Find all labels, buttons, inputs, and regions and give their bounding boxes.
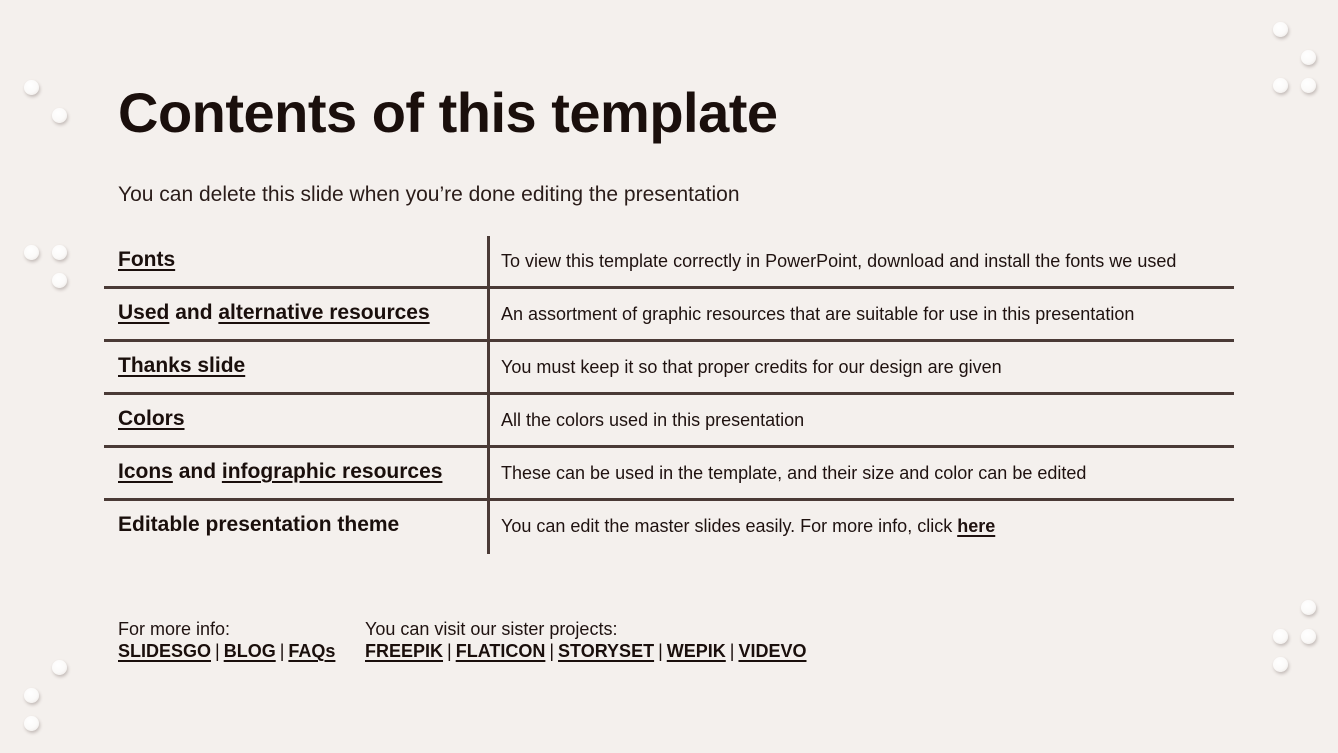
storyset-link[interactable]: STORYSET — [558, 641, 655, 661]
link-separator: | — [729, 641, 735, 661]
sister-projects-links — [365, 641, 807, 662]
contents-table — [104, 236, 1234, 554]
link-separator: | — [447, 641, 452, 661]
decorative-dot — [1301, 78, 1316, 93]
row-label — [118, 460, 442, 484]
slidesgo-link[interactable]: SLIDESGO — [118, 641, 212, 661]
decorative-dot — [52, 108, 67, 123]
link-separator: | — [549, 641, 555, 661]
decorative-dot — [1301, 629, 1316, 644]
decorative-dot — [1273, 78, 1288, 93]
table-row — [104, 342, 1234, 395]
row-description: These can be used in the template, and their size and color can be edited — [501, 463, 1087, 483]
row-description: All the colors used in this presentation — [501, 410, 805, 430]
more-info-links — [118, 641, 335, 662]
infographic-resources-link[interactable]: infographic resources — [221, 460, 443, 483]
thanks-slide-link[interactable]: Thanks slide — [118, 354, 246, 377]
flaticon-link[interactable]: FLATICON — [455, 641, 546, 661]
fonts-link[interactable]: Fonts — [118, 248, 176, 271]
row-label — [118, 354, 245, 378]
row-description: To view this template correctly in PowerPoint, download and install the fonts we used — [501, 251, 1177, 271]
row-description — [501, 516, 995, 537]
freepik-link[interactable]: FREEPIK — [365, 641, 444, 661]
decorative-dot — [1273, 657, 1288, 672]
slide-title: Contents of this template — [118, 81, 778, 144]
decorative-dot — [1273, 22, 1288, 37]
used-resources-link[interactable]: Used — [118, 301, 170, 324]
decorative-dot — [1273, 629, 1288, 644]
table-row — [104, 448, 1234, 501]
table-row — [104, 395, 1234, 448]
colors-link[interactable]: Colors — [118, 407, 185, 430]
decorative-dot — [1301, 50, 1316, 65]
decorative-dot — [24, 80, 39, 95]
link-separator: | — [279, 641, 285, 661]
row-label-connector: and — [172, 460, 222, 483]
row-description: You must keep it so that proper credits for our design are given — [501, 357, 1002, 377]
row-label — [118, 248, 175, 272]
faqs-link[interactable]: FAQs — [288, 641, 336, 661]
more-info-label: For more info: — [118, 619, 231, 639]
decorative-dot — [24, 716, 39, 731]
wepik-link[interactable]: WEPIK — [666, 641, 726, 661]
alternative-resources-link[interactable]: alternative resources — [218, 301, 430, 324]
table-row — [104, 289, 1234, 342]
row-label: Editable presentation theme — [118, 513, 400, 536]
table-row — [104, 236, 1234, 289]
row-label-connector: and — [169, 301, 219, 324]
row-description: An assortment of graphic resources that are suitable for use in this presentation — [501, 304, 1135, 324]
link-separator: | — [215, 641, 220, 661]
row-label — [118, 301, 430, 325]
decorative-dot — [52, 660, 67, 675]
row-description-text: You can edit the master slides easily. For more info, click — [501, 516, 958, 536]
here-link[interactable]: here — [957, 516, 996, 536]
slide-subtitle: You can delete this slide when you’re done editing the presentation — [118, 183, 740, 206]
decorative-dot — [24, 688, 39, 703]
decorative-dot — [24, 245, 39, 260]
sister-projects-label: You can visit our sister projects: — [365, 619, 618, 639]
decorative-dot — [52, 273, 67, 288]
icons-link[interactable]: Icons — [118, 460, 173, 483]
blog-link[interactable]: BLOG — [223, 641, 276, 661]
link-separator: | — [658, 641, 663, 661]
row-label — [118, 407, 185, 431]
videvo-link[interactable]: VIDEVO — [738, 641, 807, 661]
decorative-dot — [52, 245, 67, 260]
table-row — [104, 501, 1234, 554]
decorative-dot — [1301, 600, 1316, 615]
